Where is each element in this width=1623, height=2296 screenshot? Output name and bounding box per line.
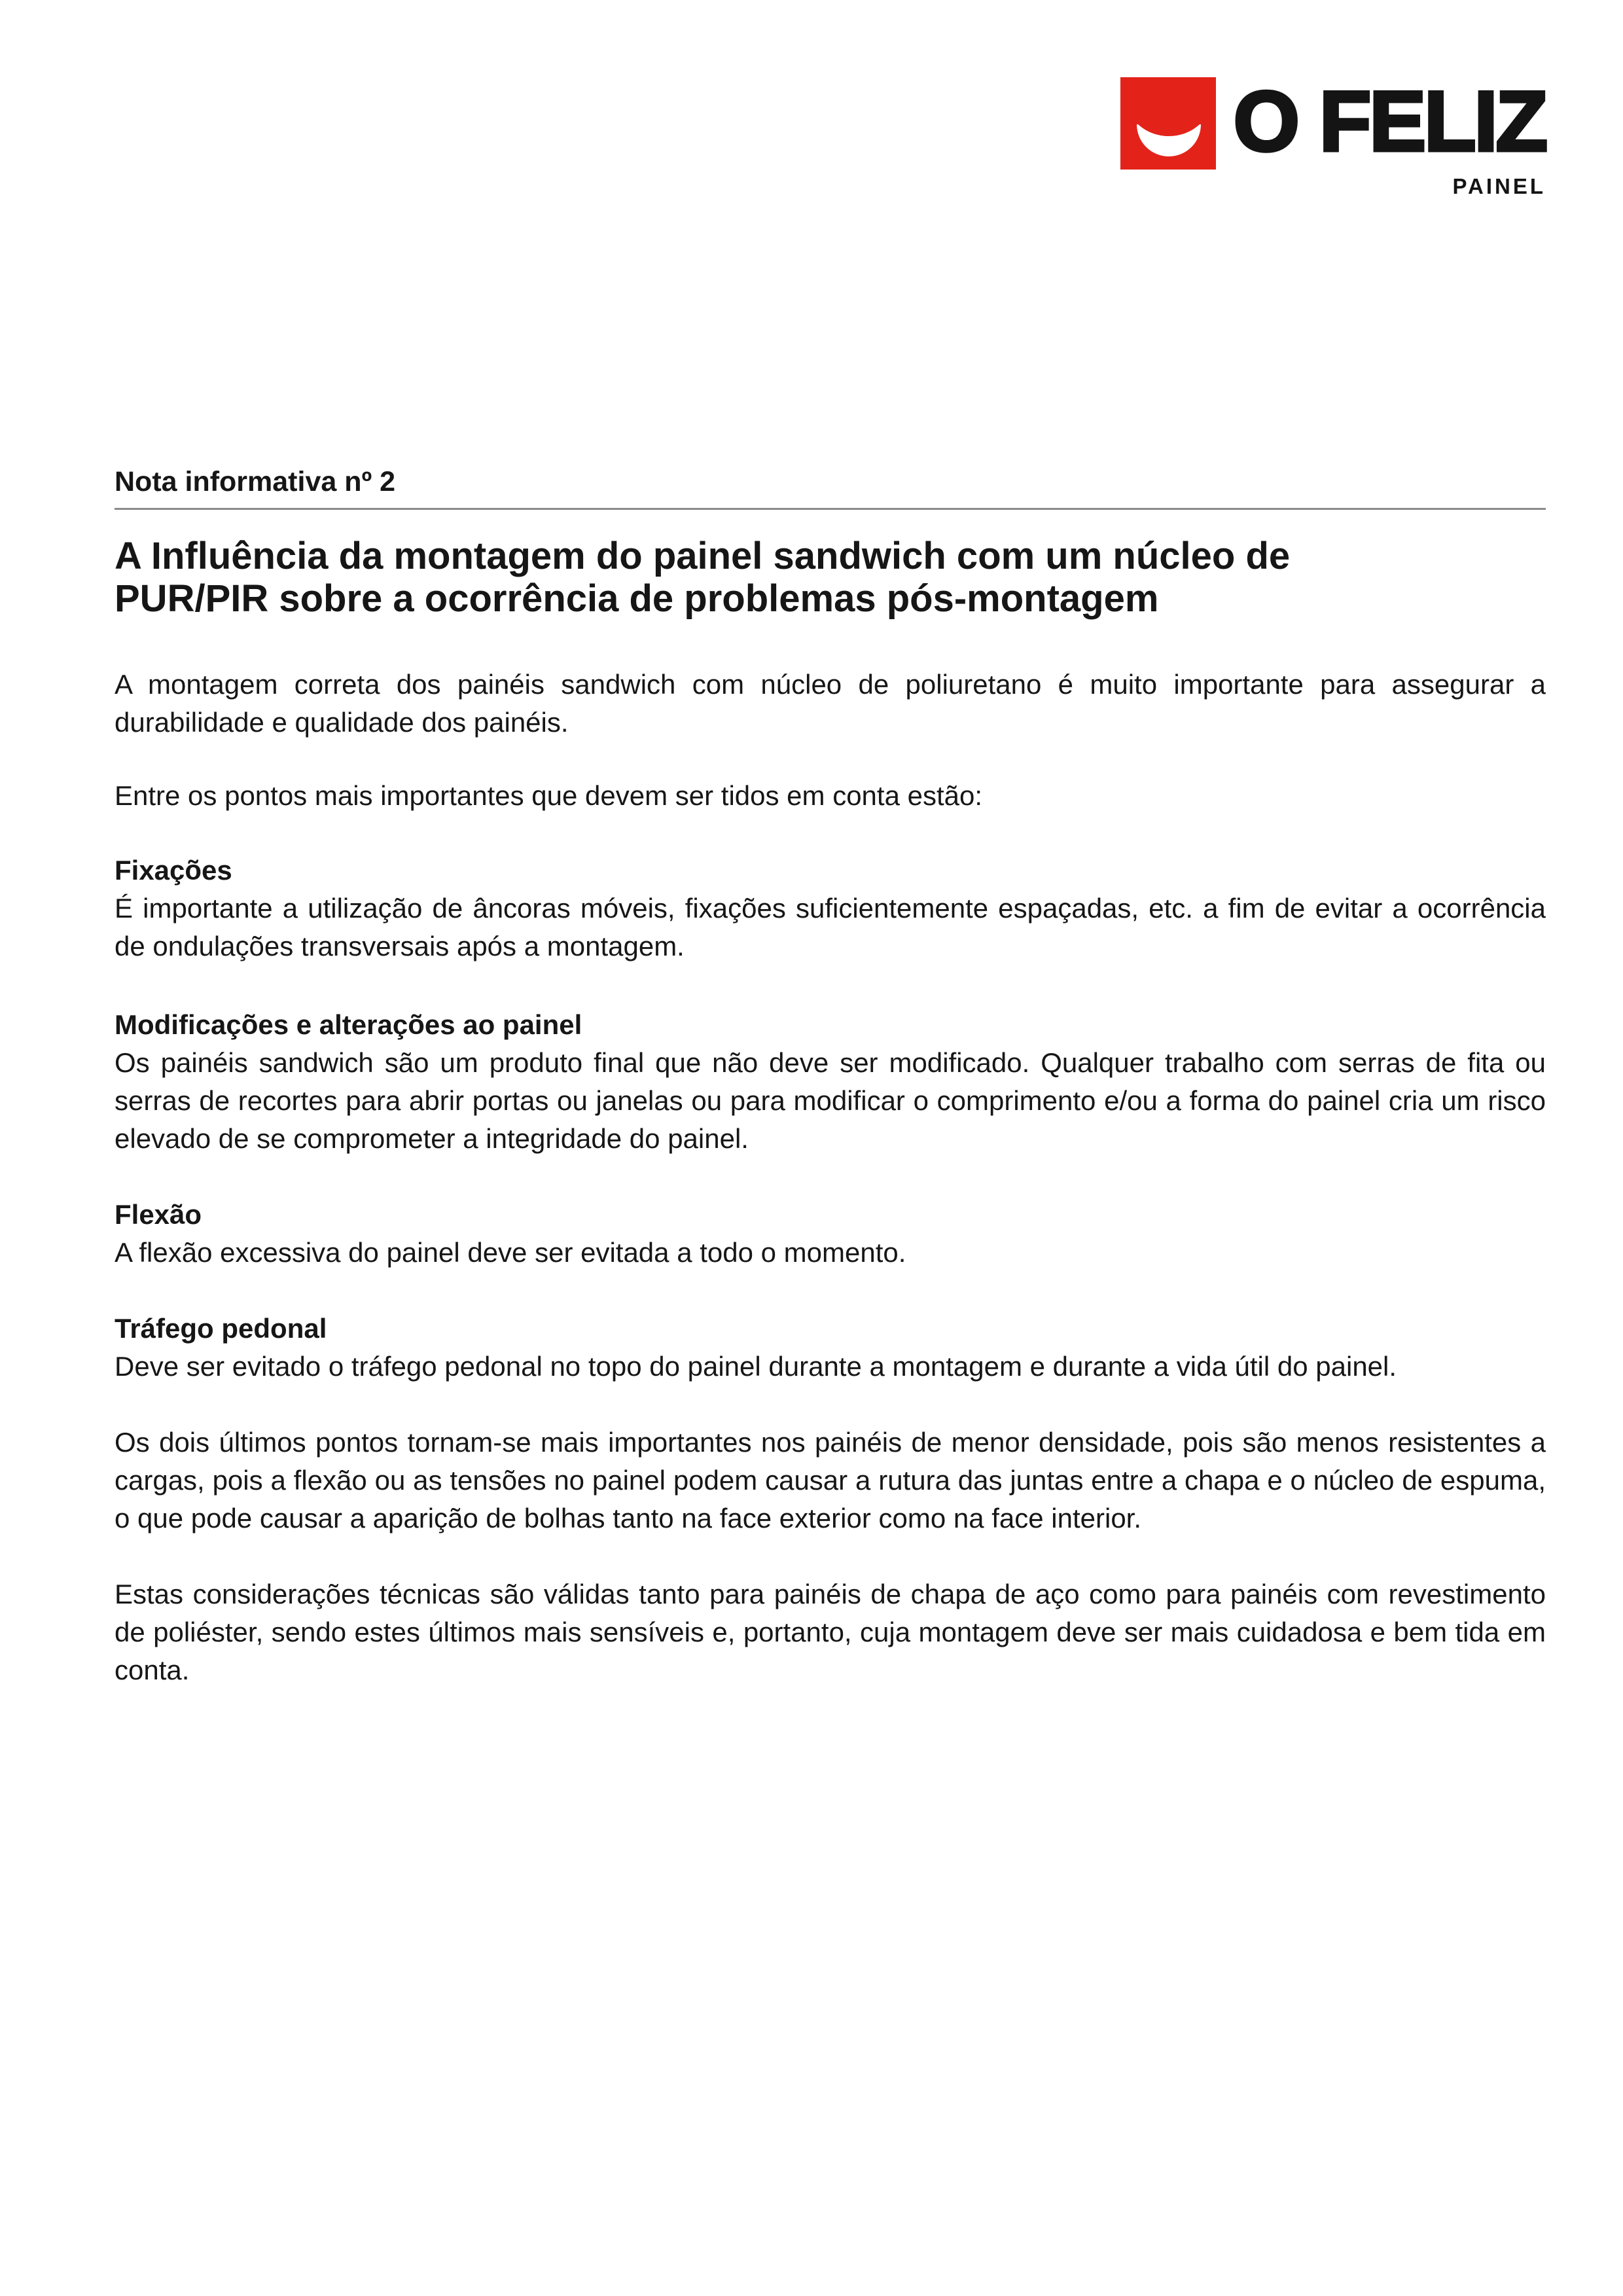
section-heading: Modificações e alterações ao painel — [115, 1009, 582, 1040]
intro-paragraph: A montagem correta dos painéis sandwich com núcleo de poliuretano é muito importante para assegurar a durabilidade e qualidade dos painéis. — [115, 669, 1546, 738]
section-heading: Flexão — [115, 1199, 202, 1230]
smile-icon — [1137, 124, 1201, 156]
page-title-line-2: PUR/PIR sobre a ocorrência de problemas pós-montagem — [115, 577, 1159, 620]
closing-paragraph: Os dois últimos pontos tornam-se mais importantes nos painéis de menor densidade, pois são menos resistentes a cargas, pois a flexão ou as tensões no painel podem causar a rutura das juntas entre a chapa e o núcleo de espuma, o que pode causar a aparição de bolhas tanto na face exterior como na face interior. — [115, 1427, 1546, 1534]
page-title-line-1: A Influência da montagem do painel sandwich com um núcleo de — [115, 535, 1291, 577]
section-flexao — [115, 1196, 1546, 1272]
document-reference: Nota informativa nº 2 — [115, 466, 396, 497]
section-body: Os painéis sandwich são um produto final que não deve ser modificado. Qualquer trabalho com serras de fita ou serras de recortes para abrir portas ou janelas ou para modificar o comprimento e/ou a forma do painel cria um risco elevado de se comprometer a integridade do painel. — [115, 1047, 1546, 1154]
section-heading: Fixações — [115, 855, 232, 886]
intro-lead-in: Entre os pontos mais importantes que devem ser tidos em conta estão: — [115, 780, 983, 811]
section-body: Deve ser evitado o tráfego pedonal no topo do painel durante a montagem e durante a vida útil do painel. — [115, 1351, 1397, 1382]
page-title — [115, 535, 1546, 620]
logo-wordmark: O FELIZ — [1233, 73, 1546, 169]
section-modificacoes — [115, 1006, 1546, 1158]
closing-paragraph: Estas considerações técnicas são válidas tanto para painéis de chapa de aço como para painéis com revestimento de poliéster, sendo estes últimos mais sensíveis e, portanto, cuja montagem deve ser mais cuidadosa e bem tida em conta. — [115, 1579, 1546, 1685]
section-body: É importante a utilização de âncoras móveis, fixações suficientemente espaçadas, etc. a fim de evitar a ocorrência de ondulações transversais após a montagem. — [115, 893, 1546, 961]
section-heading: Tráfego pedonal — [115, 1313, 327, 1344]
company-logo — [1120, 73, 1546, 198]
divider-rule — [115, 508, 1546, 510]
section-trafego — [115, 1310, 1546, 1386]
section-body: A flexão excessiva do painel deve ser evitada a todo o momento. — [115, 1237, 906, 1268]
logo-subtitle: PAINEL — [1452, 174, 1546, 198]
section-fixacoes — [115, 852, 1546, 965]
logo-red-square — [1120, 77, 1216, 170]
